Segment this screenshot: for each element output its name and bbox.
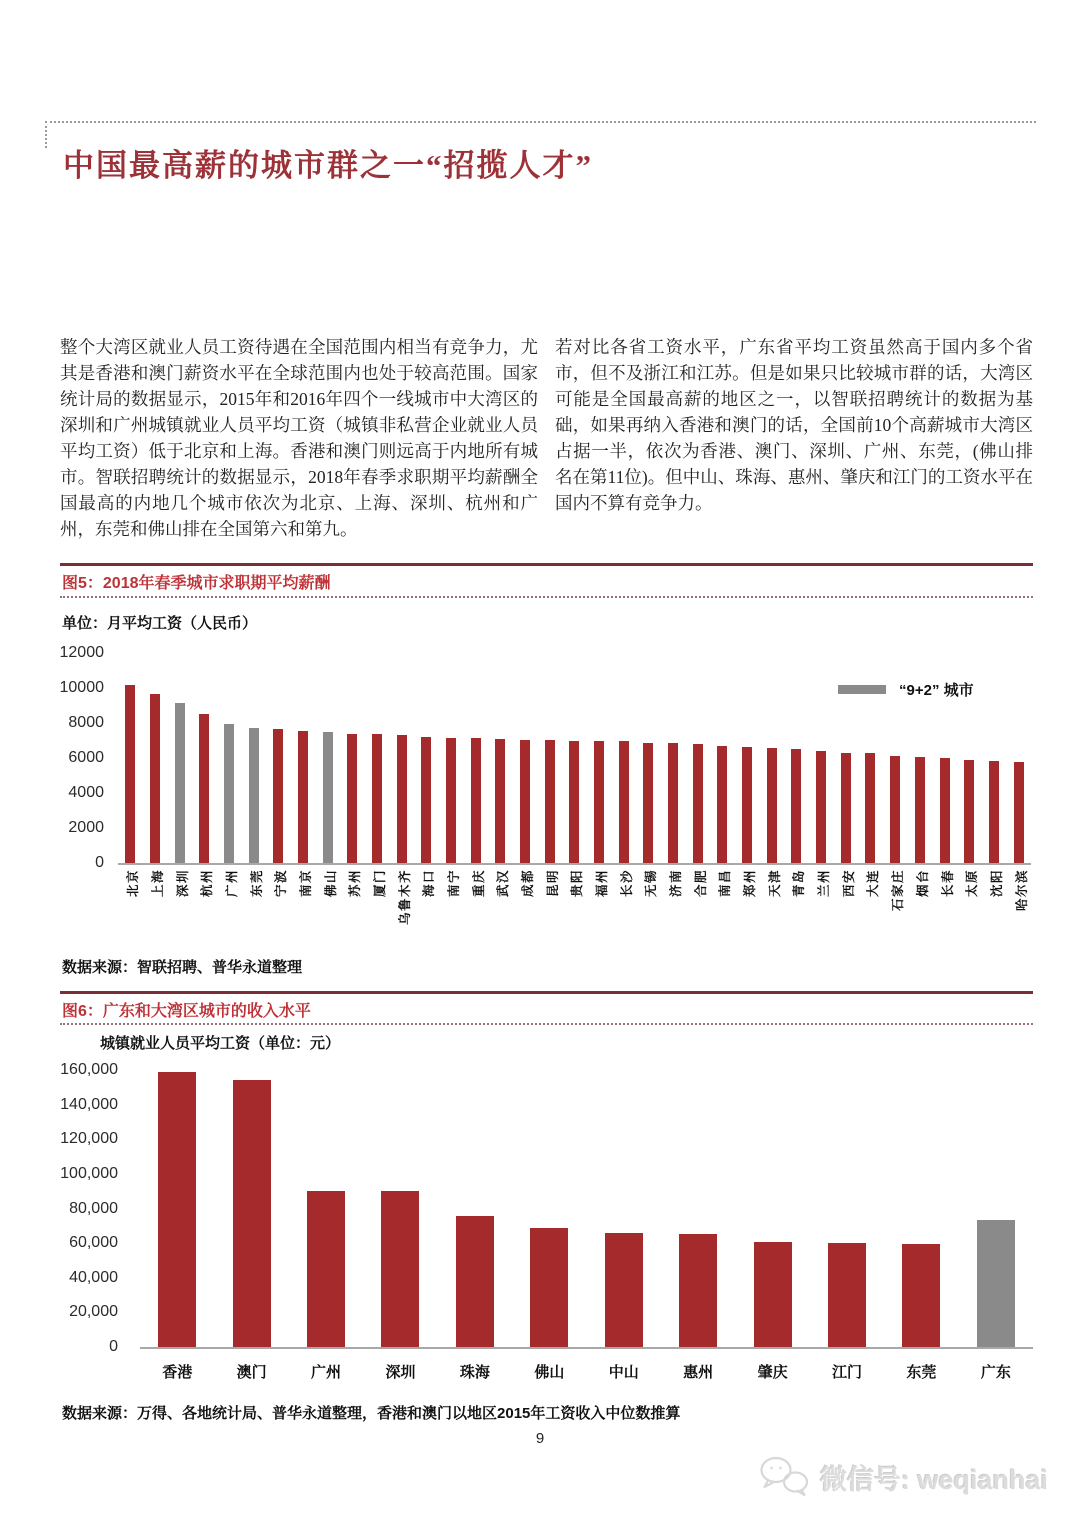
x-label-深圳: 深圳 [175, 869, 190, 898]
x-label-slot [192, 869, 217, 969]
y-tick-label: 0 [109, 1338, 118, 1355]
x-label-重庆: 重庆 [471, 869, 486, 898]
x-label-slot [833, 869, 858, 969]
x-label-惠州: 惠州 [683, 1364, 714, 1381]
bar-深圳 [175, 703, 185, 863]
bar-天津 [767, 748, 777, 864]
bar-slot [784, 749, 809, 863]
bar-slot [365, 734, 390, 863]
figure6-unit-label: 城镇就业人员平均工资（单位：元） [100, 1035, 341, 1052]
bar-广州 [224, 724, 234, 863]
x-label-slot [611, 869, 636, 969]
bar-slot [735, 1242, 809, 1347]
x-label-青岛: 青岛 [792, 869, 807, 898]
bar-slot [241, 728, 266, 863]
bar-slot [438, 1216, 512, 1347]
bar-苏州 [347, 734, 357, 864]
y-tick-label: 60,000 [69, 1234, 118, 1252]
figure6-chart [60, 1062, 1033, 1392]
bar-slot [513, 740, 538, 863]
x-label-中山: 中山 [608, 1364, 639, 1381]
x-label-slot [562, 869, 587, 969]
bar-slot [266, 729, 291, 863]
bar-slot [537, 740, 562, 863]
x-label-肇庆: 肇庆 [757, 1364, 788, 1381]
x-label-大连: 大连 [866, 869, 881, 898]
bar-大连 [865, 753, 875, 863]
x-label-slot [661, 1355, 735, 1381]
x-label-石家庄: 石家庄 [891, 869, 906, 912]
x-label-slot [636, 869, 661, 969]
bar-slot [1006, 762, 1031, 864]
x-label-slot [266, 869, 291, 969]
x-label-江门: 江门 [832, 1364, 863, 1381]
x-label-太原: 太原 [965, 869, 980, 898]
x-label-昆明: 昆明 [545, 869, 560, 898]
bar-沈阳 [989, 761, 999, 863]
bar-slot [143, 694, 168, 863]
watermark-text: 微信号: weqianhai [819, 1464, 1048, 1495]
x-label-slot [883, 869, 908, 969]
figure5-source: 数据来源：智联招聘、普华永道整理 [62, 959, 303, 976]
x-label-slot [118, 869, 143, 969]
bar-slot [439, 738, 464, 863]
bar-slot [810, 1243, 884, 1347]
x-label-宁波: 宁波 [274, 869, 289, 898]
bar-兰州 [816, 751, 826, 863]
bar-slot [957, 760, 982, 863]
bar-slot [118, 685, 143, 864]
bar-昆明 [545, 740, 555, 863]
bar-slot [140, 1072, 214, 1347]
x-label-广州: 广州 [225, 869, 240, 898]
bar-香港 [158, 1072, 196, 1347]
x-label-无锡: 无锡 [644, 869, 659, 898]
x-label-slot [957, 869, 982, 969]
x-label-济南: 济南 [669, 869, 684, 898]
bar-惠州 [679, 1234, 717, 1347]
x-label-海口: 海口 [422, 869, 437, 898]
x-label-slot [217, 869, 242, 969]
x-label-slot [884, 1355, 958, 1381]
x-label-南宁: 南宁 [447, 869, 462, 898]
x-label-南京: 南京 [299, 869, 314, 898]
x-label-slot [241, 869, 266, 969]
bar-贵阳 [569, 741, 579, 864]
figure6-header: 图6：广东和大湾区城市的收入水平 [62, 1003, 311, 1020]
bar-slot [982, 761, 1007, 863]
x-label-广东: 广东 [980, 1364, 1011, 1381]
y-tick-label: 2000 [68, 819, 104, 836]
bar-slot [611, 741, 636, 863]
x-label-南昌: 南昌 [718, 869, 733, 898]
bar-郑州 [742, 747, 752, 863]
x-label-slot [389, 869, 414, 969]
bar-南京 [298, 731, 308, 863]
figure6-top-rule [60, 991, 1033, 994]
bar-广州 [307, 1191, 345, 1347]
bar-slot [587, 1233, 661, 1347]
figure6-y-axis-labels [60, 1061, 130, 1355]
figure5-unit-label: 单位：月平均工资（人民币） [62, 615, 258, 632]
bar-slot [512, 1228, 586, 1347]
x-label-乌鲁木齐: 乌鲁木齐 [397, 869, 412, 926]
figure6-dotted-rule [60, 1023, 1033, 1025]
x-label-slot [982, 869, 1007, 969]
bar-合肥 [693, 744, 703, 863]
x-label-slot [735, 1355, 809, 1381]
bar-slot [414, 737, 439, 863]
x-label-澳门: 澳门 [236, 1364, 267, 1381]
bar-slot [389, 735, 414, 863]
bar-slot [685, 744, 710, 863]
x-label-slot [438, 1355, 512, 1381]
bar-成都 [520, 740, 530, 863]
x-label-slot [140, 1355, 214, 1381]
bar-slot [908, 757, 933, 863]
x-label-slot [414, 869, 439, 969]
bar-东莞 [902, 1244, 940, 1347]
x-label-slot [512, 1355, 586, 1381]
bar-slot [959, 1220, 1033, 1347]
bar-澳门 [233, 1080, 271, 1347]
y-tick-label: 8000 [68, 714, 104, 731]
x-label-slot [959, 1355, 1033, 1381]
bar-深圳 [381, 1191, 419, 1347]
page-title: 中国最高薪的城市群之一“招揽人才” [63, 148, 593, 183]
figure6-source: 数据来源：万得、各地统计局、普华永道整理，香港和澳门以地区2015年工资收入中位数推算 [62, 1405, 681, 1422]
x-label-长沙: 长沙 [619, 869, 634, 898]
bar-南宁 [446, 738, 456, 863]
body-text [60, 334, 1033, 542]
x-label-贵阳: 贵阳 [570, 869, 585, 898]
x-label-slot [858, 869, 883, 969]
bar-slot [340, 734, 365, 864]
x-label-武汉: 武汉 [496, 869, 511, 898]
x-label-佛山: 佛山 [534, 1364, 565, 1381]
x-label-slot [291, 869, 316, 969]
x-label-slot [143, 869, 168, 969]
x-label-郑州: 郑州 [743, 869, 758, 898]
bar-slot [562, 741, 587, 864]
bar-slot [809, 751, 834, 863]
x-label-兰州: 兰州 [817, 869, 832, 898]
page-number: 9 [535, 1430, 545, 1447]
bar-厦门 [372, 734, 382, 863]
bar-江门 [828, 1243, 866, 1347]
y-tick-label: 120,000 [60, 1130, 118, 1148]
x-label-slot [488, 869, 513, 969]
bar-青岛 [791, 749, 801, 863]
bar-长沙 [619, 741, 629, 863]
x-label-天津: 天津 [767, 869, 782, 898]
x-label-北京: 北京 [126, 869, 141, 898]
bar-石家庄 [890, 756, 900, 863]
x-label-广州: 广州 [311, 1364, 342, 1381]
bar-slot [735, 747, 760, 863]
bar-中山 [605, 1233, 643, 1347]
legend-gray-swatch [838, 685, 886, 694]
bar-slot [883, 756, 908, 863]
y-tick-label: 100,000 [60, 1164, 118, 1182]
x-label-slot [537, 869, 562, 969]
bar-slot [932, 758, 957, 863]
figure5-top-rule [60, 563, 1033, 566]
bar-slot [167, 703, 192, 863]
x-label-slot [784, 869, 809, 969]
bar-slot [363, 1191, 437, 1347]
y-tick-label: 20,000 [69, 1303, 118, 1321]
x-label-长春: 长春 [940, 869, 955, 898]
y-tick-label: 0 [95, 854, 104, 871]
bar-slot [488, 739, 513, 863]
x-label-烟台: 烟台 [915, 869, 930, 898]
bar-佛山 [530, 1228, 568, 1347]
bar-slot [289, 1191, 363, 1347]
bar-烟台 [915, 757, 925, 863]
x-label-slot [214, 1355, 288, 1381]
x-label-福州: 福州 [595, 869, 610, 898]
x-label-slot [340, 869, 365, 969]
x-label-东莞: 东莞 [249, 869, 264, 898]
x-label-沈阳: 沈阳 [989, 869, 1004, 898]
x-label-slot [587, 1355, 661, 1381]
body-right-column: 若对比各省工资水平，广东省平均工资虽然高于国内多个省市，但不及浙江和江苏。但是如果只比较城市群的话，大湾区可能是全国最高薪的地区之一，以智联招聘统计的数据为基础，如果再纳入香港和澳门的话，全国前10个高薪城市大湾区占据一半，依次为香港、澳门、深圳、广州、东莞，(佛山排名在第11位)。但中山、珠海、惠州、肇庆和江门的工资水平在国内不算有竞争力。 [555, 337, 1033, 513]
bar-长春 [940, 758, 950, 863]
x-label-slot [167, 869, 192, 969]
x-label-深圳: 深圳 [385, 1364, 416, 1381]
bar-slot [214, 1080, 288, 1347]
x-label-slot [365, 869, 390, 969]
bar-slot [192, 714, 217, 863]
x-label-厦门: 厦门 [373, 869, 388, 898]
page-top-dotted-border [45, 121, 1036, 123]
bar-肇庆 [754, 1242, 792, 1347]
x-label-香港: 香港 [162, 1364, 193, 1381]
x-label-上海: 上海 [151, 869, 165, 898]
x-label-slot [810, 1355, 884, 1381]
x-label-西安: 西安 [841, 869, 856, 898]
bar-slot [636, 743, 661, 863]
figure5-chart [60, 645, 1033, 975]
bar-slot [884, 1244, 958, 1347]
y-tick-label: 6000 [68, 749, 104, 766]
bar-slot [759, 748, 784, 864]
bar-slot [833, 753, 858, 863]
x-label-slot [463, 869, 488, 969]
bar-太原 [964, 760, 974, 863]
x-label-佛山: 佛山 [323, 869, 338, 898]
y-tick-label: 10000 [59, 679, 104, 696]
x-label-slot [289, 1355, 363, 1381]
bar-珠海 [456, 1216, 494, 1347]
x-label-slot [363, 1355, 437, 1381]
x-label-slot [315, 869, 340, 969]
x-label-slot [661, 869, 686, 969]
figure5-x-axis-labels [118, 869, 1031, 969]
x-label-slot [908, 869, 933, 969]
bar-福州 [594, 741, 604, 863]
body-left-column: 整个大湾区就业人员工资待遇在全国范围内相当有竞争力，尤其是香港和澳门薪资水平在全球范围内也处于较高范围。国家统计局的数据显示，2015年和2016年四个一线城市中大湾区的深圳和广州城镇就业人员平均工资（城镇非私营企业就业人员平均工资）低于北京和上海。香港和澳门则远高于内地所有城市。智联招聘统计的数据显示，2018年春季求职期平均薪酬全国最高的内地几个城市依次为北京、上海、深圳、杭州和广州，东莞和佛山排在全国第六和第九。 [60, 337, 538, 539]
bar-广东 [977, 1220, 1015, 1347]
x-label-杭州: 杭州 [200, 869, 215, 898]
y-tick-label: 40,000 [69, 1268, 118, 1286]
y-tick-label: 160,000 [60, 1061, 118, 1078]
x-label-slot [439, 869, 464, 969]
x-label-苏州: 苏州 [348, 869, 363, 898]
bar-slot [315, 732, 340, 863]
figure5-y-axis-labels [59, 644, 116, 871]
bar-slot [217, 724, 242, 863]
wechat-watermark [757, 1455, 1048, 1499]
bar-西安 [841, 753, 851, 863]
x-label-slot [513, 869, 538, 969]
legend-label: “9+2” 城市 [899, 682, 974, 699]
page-left-dotted-corner [45, 121, 47, 148]
x-label-东莞: 东莞 [906, 1364, 937, 1381]
bar-无锡 [643, 743, 653, 863]
x-label-哈尔滨: 哈尔滨 [1014, 869, 1029, 912]
wechat-icon [757, 1455, 811, 1499]
bar-北京 [125, 685, 135, 864]
bar-武汉 [495, 739, 505, 863]
bar-slot [291, 731, 316, 863]
bar-重庆 [471, 738, 481, 863]
figure5-dotted-rule [60, 596, 1033, 598]
bar-哈尔滨 [1014, 762, 1024, 864]
bar-上海 [150, 694, 160, 863]
y-tick-label: 140,000 [60, 1095, 118, 1113]
x-label-slot [685, 869, 710, 969]
bar-slot [661, 1234, 735, 1347]
bar-济南 [668, 743, 678, 863]
bar-东莞 [249, 728, 259, 863]
x-label-slot [710, 869, 735, 969]
bar-南昌 [717, 746, 727, 863]
bar-slot [661, 743, 686, 863]
x-label-slot [735, 869, 760, 969]
bar-乌鲁木齐 [397, 735, 407, 863]
figure6-plot-area [140, 1070, 1033, 1349]
bar-杭州 [199, 714, 209, 863]
x-label-slot [932, 869, 957, 969]
figure5-header: 图5：2018年春季城市求职期平均薪酬 [62, 575, 331, 592]
bar-佛山 [323, 732, 333, 863]
figure5-legend [838, 679, 974, 700]
bar-slot [587, 741, 612, 863]
x-label-slot [587, 869, 612, 969]
y-tick-label: 12000 [59, 644, 104, 661]
x-label-slot [1006, 869, 1031, 969]
y-tick-label: 80,000 [69, 1199, 118, 1217]
bar-海口 [421, 737, 431, 863]
bar-slot [463, 738, 488, 863]
y-tick-label: 4000 [68, 784, 104, 801]
figure6-x-axis-labels [140, 1355, 1033, 1381]
x-label-成都: 成都 [521, 869, 536, 898]
x-label-合肥: 合肥 [693, 869, 708, 898]
x-label-slot [759, 869, 784, 969]
x-label-slot [809, 869, 834, 969]
bar-slot [858, 753, 883, 863]
x-label-珠海: 珠海 [459, 1364, 490, 1381]
bar-slot [710, 746, 735, 863]
bar-宁波 [273, 729, 283, 863]
